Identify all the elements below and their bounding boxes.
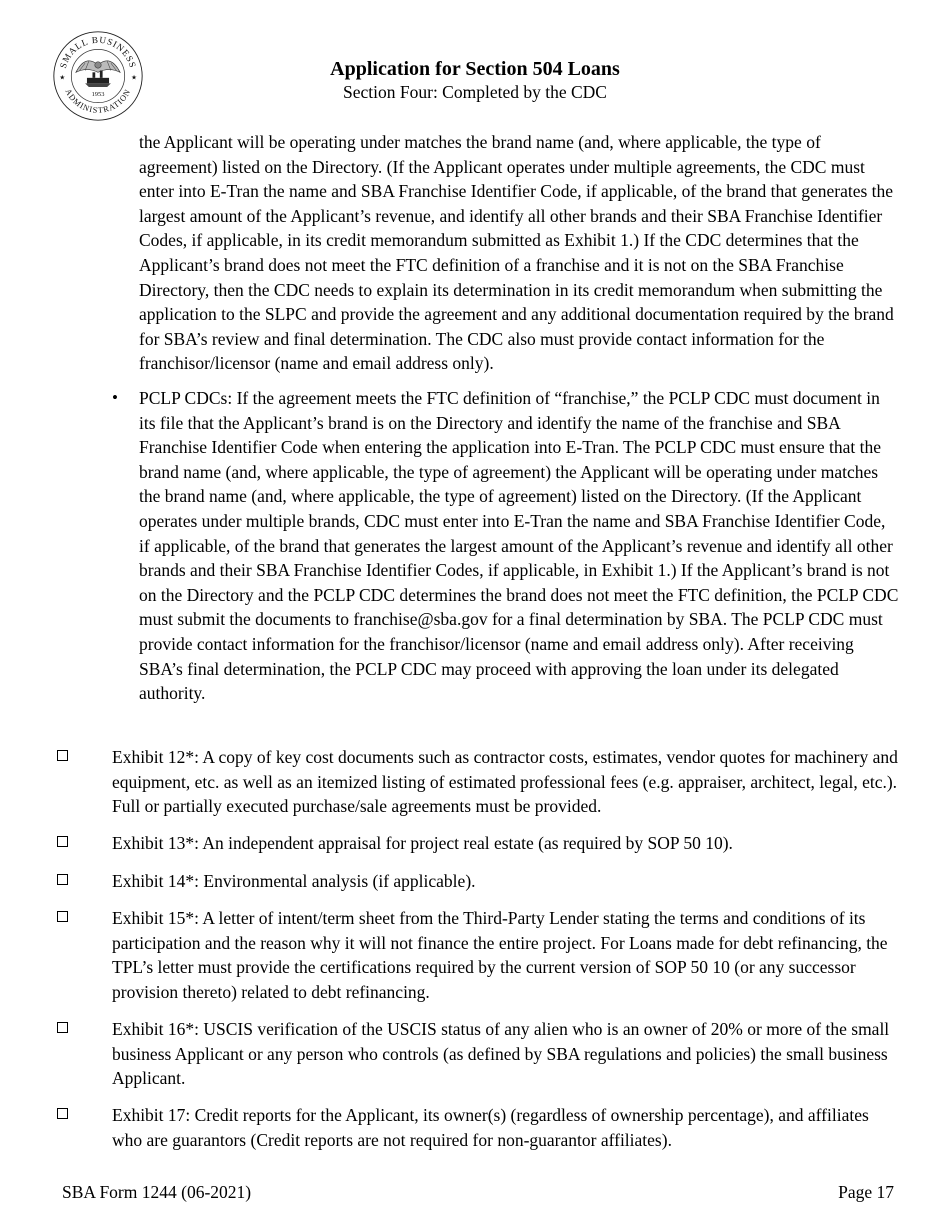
page-number: Page 17	[838, 1182, 894, 1202]
page-title: Application for Section 504 Loans	[330, 58, 620, 80]
exhibit-text: Exhibit 14*: Environmental analysis (if applicable).	[112, 871, 476, 891]
pclp-bullet-paragraph: PCLP CDCs: If the agreement meets the FTC definition of “franchise,” the PCLP CDC must document in its file that the Applicant’s brand is on the Directory and identify the name of the franchise and SBA Franchise Identifier Code when entering the application into E-Tran. The PCLP CDC must ensure that the brand name (and, where applicable, the type of agreement) the Applicant will be operating under matches the brand name (and, where applicable, the type of agreement) listed on the Directory. (If the Applicant operates under multiple brands, CDC must enter into E-Tran the name and SBA Franchise Identifier Code, if applicable, of the brand that generates the largest amount of the Applicant’s revenue and identify all other brands and their SBA Franchise Identifier Codes, if applicable, in Exhibit 1.) If the Applicant’s brand is not on the Directory and the PCLP CDC determines the brand does not meet the FTC definition, the PCLP CDC must submit the documents to franchise@sba.gov for a final determination by SBA. The PCLP CDC must provide contact information for the franchisor/licensor (name and email address only). After receiving SBA’s final determination, the PCLP CDC may proceed with approving the loan under its delegated authority.	[139, 388, 899, 704]
page-subtitle: Section Four: Completed by the CDC	[343, 82, 607, 102]
seal-top-text: SMALL BUSINESS	[57, 34, 139, 70]
exhibit-checkbox[interactable]	[57, 874, 68, 885]
exhibit-text: Exhibit 12*: A copy of key cost documents such as contractor costs, estimates, vendor quotes for machinery and equipment, etc. as well as an itemized listing of estimated professional fees (e.g. appraiser, architect, legal, etc.). Full or partially executed purchase/sale agreements must be provided.	[112, 747, 898, 817]
exhibit-text: Exhibit 16*: USCIS verification of the USCIS status of any alien who is an owner of 20% or more of the small business Applicant or any person who controls (as defined by SBA regulations and policies) the small business Applicant.	[112, 1019, 890, 1089]
seal-year: 1953	[91, 91, 105, 99]
exhibit-text: Exhibit 15*: A letter of intent/term sheet from the Third-Party Lender stating the terms and conditions of its participation and the reason why it will not finance the entire project. For Loans made for debt refinancing, the TPL’s letter must provide the certifications required by the current version of SOP 50 10 (or any successor provision thereto) related to debt refinancing.	[112, 908, 888, 1002]
exhibit-checkbox[interactable]	[57, 911, 68, 922]
svg-text:★: ★	[131, 74, 137, 82]
seal-bottom-text: ADMINISTRATION	[63, 87, 133, 115]
exhibit-text: Exhibit 17: Credit reports for the Applicant, its owner(s) (regardless of ownership percentage), and affiliates who are guarantors (Credit reports are not required for non-guarantor affiliates).	[112, 1105, 869, 1150]
svg-text:★: ★	[59, 74, 66, 82]
exhibit-checkbox[interactable]	[57, 750, 68, 761]
exhibit-checkbox[interactable]	[57, 1022, 68, 1033]
form-number: SBA Form 1244 (06-2021)	[62, 1182, 252, 1202]
exhibit-checkbox[interactable]	[57, 836, 68, 847]
continuation-paragraph: the Applicant will be operating under matches the brand name (and, where applicable, the type of agreement) listed on the Directory. (If the Applicant operates under multiple agreements, the CDC must enter into E-Tran the name and SBA Franchise Identifier Code, if applicable, of the brand that generates the largest amount of the Applicant’s revenue, and identify all other brands and their SBA Franchise Identifier Codes, if applicable, in its credit memorandum submitted as Exhibit 1.) If the CDC determines that the Applicant’s brand does not meet the FTC definition of a franchise and it is not on the SBA Franchise Directory, then the CDC needs to explain its determination in its credit memorandum when submitting the application to the SLPC and provide the agreement and any additional documentation required by the brand for SBA’s review and final determination. The CDC also must provide contact information for the franchisor/licensor (name and email address only).	[139, 132, 894, 374]
page-header	[0, 57, 950, 103]
bullet-marker: •	[112, 388, 118, 407]
exhibit-checkbox[interactable]	[57, 1108, 68, 1119]
exhibit-text: Exhibit 13*: An independent appraisal for project real estate (as required by SOP 50 10).	[112, 833, 733, 853]
